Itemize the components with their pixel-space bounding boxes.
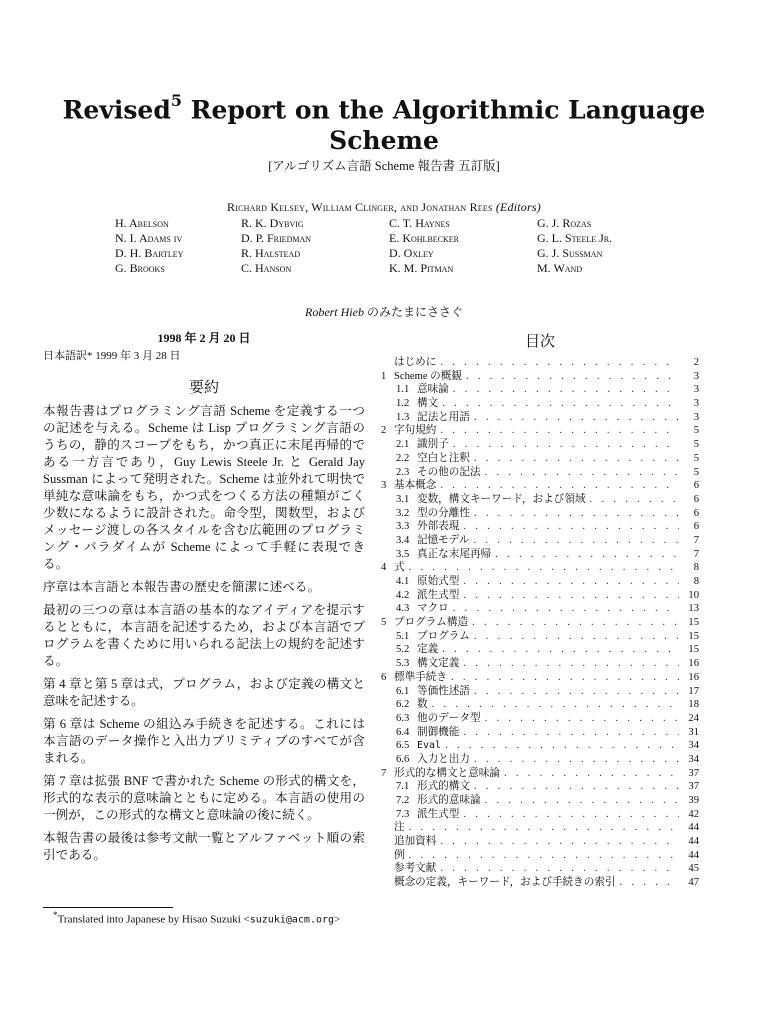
- author-name: C. T. Haynes: [389, 216, 450, 230]
- toc-leader-dots: [474, 630, 679, 644]
- toc-entry-number: 1.1: [396, 384, 410, 396]
- toc-entry-number: 6.3: [396, 712, 410, 724]
- toc-entry[interactable]: [381, 685, 699, 699]
- toc-entry-page: 37: [688, 781, 699, 793]
- abstract-paragraph: 第 6 章は Scheme の組込み手続きを記述する。これには本言語のデータ操作と入出力プリミティブのすべてが含まれる。: [43, 717, 365, 765]
- toc-entry-page: 3: [693, 411, 699, 423]
- dedication-name: Robert Hieb: [304, 305, 364, 319]
- toc-entry-label: 真正な末尾再帰: [417, 548, 492, 560]
- toc-leader-dots: [463, 808, 679, 822]
- toc-leader-dots: [485, 466, 679, 480]
- toc-entry[interactable]: [381, 356, 699, 370]
- toc-entry[interactable]: [381, 520, 699, 534]
- toc-leader-dots: [453, 383, 679, 397]
- toc-entry-page: 5: [693, 466, 699, 478]
- toc-leader-dots: [440, 424, 679, 438]
- author-name: R. Halstead: [241, 246, 301, 260]
- toc-entry[interactable]: [381, 602, 699, 616]
- japanese-subtitle: [アルゴリズム言語 Scheme 報告書 五訂版]: [268, 159, 500, 173]
- toc-entry[interactable]: [381, 835, 699, 849]
- toc-entry-number: 4.2: [396, 589, 410, 601]
- toc-entry-label: 定義: [417, 644, 439, 656]
- toc-entry-label: はじめに: [394, 357, 437, 368]
- author-name: C. Hanson: [241, 261, 292, 275]
- toc-leader-dots: [473, 534, 679, 548]
- title-superscript: 5: [170, 91, 182, 110]
- toc-entry[interactable]: [381, 479, 699, 493]
- toc-entry-page: 3: [693, 398, 699, 410]
- toc-leader-dots: [453, 438, 679, 452]
- toc-entry-number: 5: [381, 617, 387, 629]
- toc-entry-number: 6.6: [396, 753, 410, 765]
- toc-leader-dots: [590, 493, 679, 507]
- toc-entry-page: 8: [693, 576, 699, 587]
- toc-entry-label: 例: [394, 849, 405, 861]
- toc-entry-page: 44: [688, 822, 699, 834]
- toc-entry[interactable]: [381, 767, 699, 781]
- toc-entry[interactable]: [381, 753, 699, 767]
- author-name: G. Brooks: [115, 261, 165, 275]
- toc-entry-page: 44: [688, 836, 699, 848]
- author-name: D. H. Bartley: [115, 246, 184, 260]
- toc-entry-number: 3.3: [396, 521, 410, 533]
- toc-entry-label: 他のデータ型: [417, 712, 481, 724]
- title-scheme: Scheme: [329, 126, 439, 156]
- toc-entry-number: 2.3: [396, 466, 410, 478]
- toc-entry-page: 15: [688, 617, 699, 629]
- toc-entry[interactable]: [381, 821, 699, 835]
- abstract-paragraph: 最初の三つの章は本言語の基本的なアイディアを提示するとともに，本言語を記述するため，および本言語でプログラムを書くために用いられる記法上の規約を記述する。: [43, 603, 365, 668]
- toc-entry-page: 3: [693, 384, 699, 396]
- toc-entry[interactable]: [381, 452, 699, 466]
- toc-entry-label: 制御機能: [417, 726, 460, 738]
- toc-entry-page: 6: [693, 480, 699, 492]
- toc-entry-page: 39: [688, 795, 699, 806]
- toc-entry-page: 44: [688, 849, 699, 861]
- toc-entry-page: 7: [693, 534, 699, 546]
- toc-entry-number: 3.5: [396, 548, 410, 560]
- author-name: D. Oxley: [389, 246, 434, 260]
- toc-leader-dots: [485, 712, 679, 726]
- footnote-text: Translated into Japanese by Hisao Suzuki <: [57, 913, 250, 926]
- toc-entry-number: 3.2: [396, 507, 410, 519]
- toc-entry-label: 空白と注釈: [417, 452, 470, 464]
- toc-entry[interactable]: [381, 370, 699, 384]
- toc-entry-label: 構文定義: [417, 658, 460, 670]
- toc-entry-number: 4: [381, 562, 387, 574]
- toc-leader-dots: [463, 520, 679, 534]
- toc-entry-page: 16: [688, 658, 699, 670]
- toc-entry-number: 3.4: [396, 534, 410, 546]
- toc-entry[interactable]: [381, 712, 699, 726]
- table-of-contents: [381, 330, 699, 890]
- toc-entry[interactable]: [381, 616, 699, 630]
- toc-entry[interactable]: [381, 397, 699, 411]
- editors-names: Richard Kelsey, William Clinger, and Jonathan Rees: [227, 200, 493, 214]
- toc-leader-dots: [440, 835, 679, 849]
- abstract-paragraph: 序章は本言語と本報告書の歴史を簡潔に述べる。: [43, 580, 321, 594]
- toc-entry-label: 記法と用語: [417, 411, 470, 423]
- toc-entry[interactable]: [381, 383, 699, 397]
- author-name: G. J. Rozas: [537, 216, 592, 230]
- toc-entry-number: 1.2: [396, 398, 410, 410]
- toc-entry-label: 参考文献: [394, 863, 437, 875]
- abstract-title: 要約: [188, 378, 219, 396]
- toc-leader-dots: [442, 397, 679, 411]
- author-column: [241, 216, 391, 276]
- toc-title: 目次: [524, 332, 555, 350]
- dedication-text: のみたまにささぐ: [363, 305, 463, 319]
- toc-entry[interactable]: [381, 534, 699, 548]
- toc-entry[interactable]: [381, 794, 699, 808]
- toc-entry-page: 5: [693, 425, 699, 437]
- toc-entry[interactable]: [381, 726, 699, 740]
- toc-entry[interactable]: [381, 424, 699, 438]
- toc-entry-label: マクロ: [417, 603, 449, 615]
- left-column: [43, 330, 365, 870]
- toc-entry-number: 3: [381, 480, 387, 492]
- toc-leader-dots: [474, 452, 679, 466]
- toc-entry[interactable]: [381, 862, 699, 876]
- toc-leader-dots: [474, 685, 679, 699]
- toc-leader-dots: [620, 876, 679, 890]
- toc-entry-number: 7.2: [396, 795, 410, 806]
- toc-entry-number: 7: [381, 767, 387, 779]
- report-date: 1998 年 2 月 20 日: [157, 331, 251, 345]
- toc-entry-number: 1: [381, 370, 387, 382]
- toc-entry-label: 識別子: [417, 439, 449, 451]
- toc-list: [381, 356, 699, 890]
- toc-leader-dots: [463, 657, 679, 671]
- toc-entry[interactable]: [381, 876, 699, 890]
- toc-leader-dots: [432, 698, 679, 712]
- toc-entry[interactable]: [381, 493, 699, 507]
- toc-entry[interactable]: [381, 698, 699, 712]
- toc-entry-label: 数: [417, 699, 428, 711]
- toc-entry-label: Scheme の概観: [394, 370, 462, 382]
- author-name: N. I. Adams iv: [115, 231, 183, 245]
- toc-entry-label: プログラム構造: [394, 617, 469, 629]
- toc-entry[interactable]: [381, 411, 699, 425]
- toc-entry-page: 17: [688, 685, 699, 697]
- toc-leader-dots: [445, 739, 679, 753]
- author-name: H. Abelson: [115, 216, 169, 230]
- toc-entry[interactable]: [381, 643, 699, 657]
- toc-entry-label: 原始式型: [417, 576, 460, 587]
- toc-leader-dots: [453, 602, 679, 616]
- toc-leader-dots: [504, 767, 679, 781]
- toc-entry-number: 1.3: [396, 411, 410, 423]
- toc-entry-page: 3: [693, 370, 699, 382]
- toc-entry-label: 意味論: [417, 384, 449, 396]
- toc-entry[interactable]: [381, 808, 699, 822]
- abstract-paragraph: 本報告書の最後は参考文献一覧とアルファベット順の索引である。: [43, 831, 365, 862]
- editors-line: [0, 200, 768, 215]
- toc-entry-number: 6.1: [396, 685, 410, 697]
- toc-entry-page: 24: [688, 712, 699, 724]
- author-name: M. Wand: [537, 261, 583, 275]
- toc-entry-page: 42: [688, 808, 699, 820]
- toc-entry-number: 2.1: [396, 439, 410, 451]
- toc-entry-number: 4.3: [396, 603, 410, 615]
- toc-leader-dots: [442, 643, 679, 657]
- toc-entry-label: 等価性述語: [417, 685, 470, 697]
- toc-entry-number: 6.4: [396, 726, 410, 738]
- toc-leader-dots: [495, 548, 679, 562]
- toc-entry-label: Eval: [417, 740, 442, 752]
- toc-entry-page: 7: [693, 548, 699, 560]
- toc-entry-page: 34: [688, 753, 699, 765]
- toc-entry-label: 式: [394, 562, 405, 574]
- toc-leader-dots: [474, 753, 679, 767]
- toc-entry-number: 5.1: [396, 630, 410, 642]
- toc-entry[interactable]: [381, 438, 699, 452]
- toc-entry-label: 形式的構文: [417, 781, 470, 793]
- footnote-close: >: [334, 913, 341, 926]
- toc-entry-number: 6: [381, 671, 387, 683]
- abstract-body: [43, 403, 365, 864]
- toc-entry-page: 18: [688, 699, 699, 711]
- toc-leader-dots: [451, 671, 679, 685]
- author-name: E. Kohlbecker: [389, 231, 459, 245]
- toc-entry[interactable]: [381, 780, 699, 794]
- toc-entry-page: 13: [688, 603, 699, 615]
- author-name: K. M. Pitman: [389, 261, 454, 275]
- toc-entry-number: 6.5: [396, 740, 410, 752]
- toc-entry-label: 字句規約: [394, 425, 437, 437]
- toc-leader-dots: [472, 616, 679, 630]
- toc-leader-dots: [485, 794, 679, 808]
- toc-entry-page: 47: [688, 877, 699, 889]
- toc-entry[interactable]: [381, 466, 699, 480]
- toc-entry-number: 2: [381, 425, 387, 437]
- toc-leader-dots: [463, 575, 679, 589]
- toc-leader-dots: [474, 507, 679, 521]
- toc-leader-dots: [466, 370, 679, 384]
- author-name: G. L. Steele Jr.: [537, 231, 613, 245]
- editors-note: (Editors): [495, 200, 541, 214]
- author-name: D. P. Friedman: [241, 231, 312, 245]
- title-revised: Revised: [62, 95, 171, 125]
- toc-entry-label: 標準手続き: [394, 671, 447, 683]
- toc-leader-dots: [463, 726, 679, 740]
- toc-entry[interactable]: [381, 657, 699, 671]
- toc-entry-label: 注: [394, 822, 405, 834]
- toc-entry[interactable]: [381, 849, 699, 863]
- author-column: [389, 216, 539, 276]
- toc-entry[interactable]: [381, 671, 699, 685]
- toc-entry-page: 2: [693, 357, 699, 368]
- toc-entry-label: その他の記法: [417, 466, 481, 478]
- toc-entry[interactable]: [381, 561, 699, 575]
- toc-entry-number: 5.3: [396, 658, 410, 670]
- toc-entry-label: プログラム: [417, 630, 470, 642]
- toc-entry-number: 3.1: [396, 493, 410, 505]
- author-column: [537, 216, 687, 276]
- footnote-rule: [43, 907, 173, 908]
- toc-entry-number: 7.3: [396, 808, 410, 820]
- toc-entry-number: 6.2: [396, 699, 410, 711]
- toc-entry-label: 記憶モデル: [417, 534, 470, 546]
- toc-entry-label: 入力と出力: [417, 753, 470, 765]
- toc-entry-label: 派生式型: [417, 808, 460, 820]
- title-rest: Report on the Algorithmic Language: [190, 95, 706, 125]
- toc-entry-label: 変数，構文キーワード，および領域: [417, 493, 586, 505]
- abstract-paragraph: 第 4 章と第 5 章は式，プログラム，および定義の構文と意味を記述する。: [43, 677, 365, 708]
- translation-date: 日本語訳* 1999 年 3 月 28 日: [43, 350, 181, 362]
- dedication: [0, 303, 768, 320]
- toc-entry-label: 概念の定義，キーワード，および手続きの索引: [394, 877, 616, 889]
- toc-entry-page: 6: [693, 493, 699, 505]
- toc-entry[interactable]: [381, 630, 699, 644]
- toc-entry[interactable]: [381, 575, 699, 589]
- document-title: [0, 88, 768, 156]
- toc-entry-label: 基本概念: [394, 480, 437, 492]
- abstract-paragraph: 本報告書はプログラミング言語 Scheme を定義する一つの記述を与える。Scheme は Lisp プログラミング言語のうちの，静的スコープをもち，かつ真正に末尾再帰的である一方言であり，Guy Lewis Steele Jr. と Gerald Jay Sussman によって発明された。Scheme は並外れて明快で単純な意味論をもち，かつ式をつくる方法の種類がごく少数になるように設計された。命令型，関数型，およびメッセージ渡しの各スタイルを含む広範囲のプログラミング・パラダイムが Scheme によって手軽に表現できる。: [43, 404, 365, 571]
- toc-entry-label: 型の分離性: [417, 507, 470, 519]
- toc-entry[interactable]: [381, 589, 699, 603]
- toc-leader-dots: [440, 479, 679, 493]
- toc-entry-page: 37: [688, 767, 699, 779]
- footnote-email[interactable]: suzuki@acm.org: [249, 914, 335, 926]
- toc-entry-label: 外部表現: [417, 521, 460, 533]
- toc-entry-page: 8: [693, 562, 699, 574]
- toc-leader-dots: [474, 411, 679, 425]
- toc-entry-page: 45: [688, 863, 699, 875]
- toc-entry-number: 4.1: [396, 576, 410, 587]
- toc-entry[interactable]: [381, 739, 699, 753]
- toc-entry[interactable]: [381, 548, 699, 562]
- toc-leader-dots: [409, 561, 679, 575]
- toc-entry[interactable]: [381, 507, 699, 521]
- author-name: G. J. Sussman: [537, 246, 603, 260]
- toc-entry-page: 5: [693, 452, 699, 464]
- toc-entry-page: 16: [688, 671, 699, 683]
- toc-entry-page: 34: [688, 740, 699, 752]
- toc-leader-dots: [440, 862, 679, 876]
- toc-leader-dots: [474, 780, 679, 794]
- toc-entry-label: 形式的意味論: [417, 795, 481, 806]
- toc-entry-page: 15: [688, 644, 699, 656]
- toc-leader-dots: [409, 821, 679, 835]
- toc-entry-number: 2.2: [396, 452, 410, 464]
- toc-entry-page: 10: [688, 589, 699, 601]
- author-name: R. K. Dybvig: [241, 216, 304, 230]
- footnote: [53, 910, 340, 926]
- abstract-paragraph: 第 7 章は拡張 BNF で書かれた Scheme の形式的構文を，形式的な表示的意味論とともに定める。本言語の使用の一例が，この形式的な構文と意味論の後に続く。: [43, 774, 365, 822]
- toc-entry-page: 5: [693, 439, 699, 451]
- toc-entry-number: 5.2: [396, 644, 410, 656]
- toc-entry-page: 15: [688, 630, 699, 642]
- footnote-mark: *: [53, 910, 58, 920]
- toc-entry-label: 形式的な構文と意味論: [394, 767, 500, 779]
- toc-entry-label: 構文: [417, 398, 439, 410]
- toc-entry-label: 派生式型: [417, 589, 460, 601]
- toc-leader-dots: [440, 356, 679, 370]
- toc-entry-number: 7.1: [396, 781, 410, 793]
- toc-leader-dots: [409, 849, 679, 863]
- toc-entry-page: 6: [693, 507, 699, 519]
- toc-entry-label: 追加資料: [394, 836, 437, 848]
- toc-entry-page: 31: [688, 726, 699, 738]
- toc-entry-page: 6: [693, 521, 699, 533]
- toc-leader-dots: [463, 589, 679, 603]
